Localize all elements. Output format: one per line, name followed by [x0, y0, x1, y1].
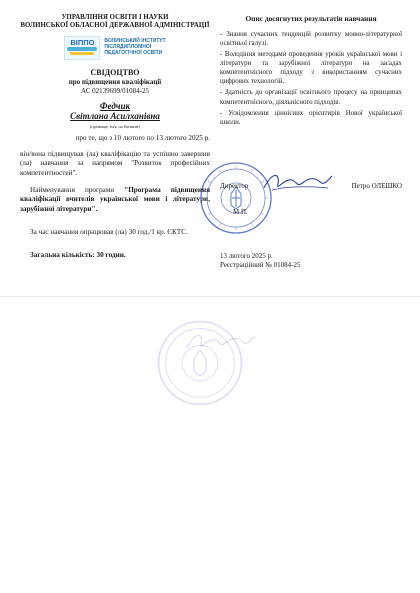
holder-surname: Федчик	[99, 101, 131, 112]
director-label: Директор	[220, 182, 249, 190]
certificate-title: СВІДОЦТВО	[90, 67, 140, 77]
director-signature-icon	[262, 168, 334, 194]
result-item: - Усвідомлення ціннісних орієнтирів Нової української школи.	[220, 109, 402, 126]
certificate-front	[20, 14, 210, 261]
program-title: "Програма підвищення кваліфікації вчителів української мови і літератури, зарубіжної літератури".	[20, 185, 210, 213]
training-direction: він/вона підвищував (ла) кваліфікацію та успішно завершив (ла) навчання за напрямом "Розвиток професійних компетентностей".	[20, 149, 210, 177]
program-prefix: Найменування програми	[30, 185, 125, 194]
issue-date: 13 лютого 2025 р.	[220, 252, 273, 260]
logo-text-line1: ВОЛИНСЬКИЙ ІНСТИТУТ	[104, 38, 166, 44]
training-hours: За час навчання опрацював (ла) 30 год./1 кр. ЄКТС.	[30, 227, 188, 236]
holder-name-caption: (прізвище, ім'я, по батькові)	[90, 123, 140, 129]
signature-bleed-through-icon	[185, 328, 257, 354]
training-dates: про те, що з 10 лютого по 13 лютого 2025 р.	[75, 134, 210, 143]
result-item: - Здатність до організації освітнього процесу на принципах компетентнісного, діяльнісного підходів.	[220, 89, 402, 106]
certificate-number: АС 02139699/01084-25	[81, 87, 149, 96]
issuer-header-line2: ВОЛИНСЬКОЇ ОБЛАСНОЇ ДЕРЖАВНОЇ АДМІНІСТРАЦІЇ	[20, 21, 210, 29]
results-title: Опис досягнутих результатів навчання	[245, 14, 377, 23]
result-item: - Знання сучасних тенденцій розвитку мовно-літературної освітньої галузі.	[220, 30, 402, 47]
holder-name	[20, 102, 210, 122]
institute-logo	[20, 36, 210, 60]
result-item: - Володіння методами проведення уроків української мови і літератури та зарубіжної літератури на засадах компетентнісного підходу з використанням сучасних цифрових технологій.	[220, 50, 402, 86]
certificate-subtitle: про підвищення кваліфікації	[68, 78, 162, 87]
program-name	[20, 186, 210, 214]
logo-text	[104, 39, 165, 56]
certificate-back	[220, 14, 402, 269]
registration-number: Реєстраційний № 01084-25	[220, 261, 301, 269]
logo-text-line3: ПЕДАГОГІЧНОЇ ОСВІТИ	[104, 49, 163, 56]
logo-text-line2: ПІСЛЯДИПЛОМНОЇ	[104, 43, 152, 50]
logo-letters: ВІППО	[70, 37, 95, 47]
director-name: Петро ОЛЕШКО	[351, 182, 402, 190]
total-hours: Загальна кількість: 30 годин.	[30, 251, 126, 260]
vippo-logo-icon	[64, 36, 100, 60]
seal-place-label: М.П.	[233, 208, 248, 216]
holder-given-names: Світлана Асилханівна	[70, 111, 160, 122]
page-fold-line	[0, 296, 420, 297]
issuer-header-line1: УПРАВЛІННЯ ОСВІТИ І НАУКИ	[61, 14, 169, 21]
